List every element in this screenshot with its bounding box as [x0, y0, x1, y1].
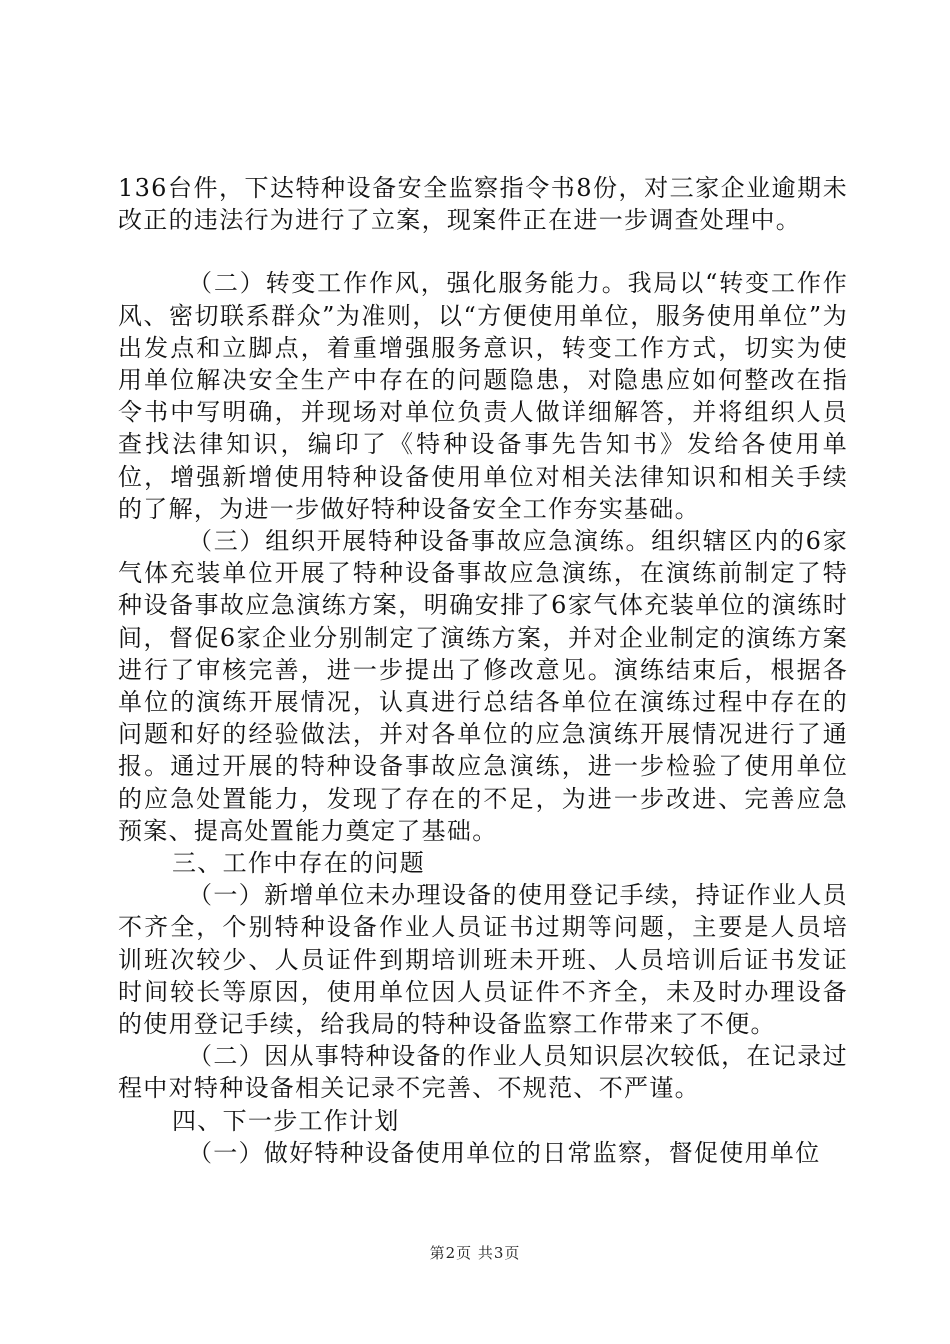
- paragraph-service-capacity: （二）转变工作作风，强化服务能力。我局以“转变工作作风、密切联系群众”为准则，以“方便使用单位，服务使用单位”为出发点和立脚点，着重增强服务意识，转变工作方式，切实为使用单位解决安全生产中存在的问题隐患，对隐患应如何整改在指令书中写明确，并现场对单位负责人做详细解答，并将组织人员查找法律知识，编印了《特种设备事先告知书》发给各使用单位，增强新增使用特种设备使用单位对相关法律知识和相关手续的了解，为进一步做好特种设备安全工作夯实基础。: [118, 269, 848, 523]
- paragraph-problem-two: （二）因从事特种设备的作业人员知识层次较低，在记录过程中对特种设备相关记录不完善、不规范、不严谨。: [118, 1042, 848, 1103]
- paragraph-problem-one: （一）新增单位未办理设备的使用登记手续，持证作业人员不齐全，个别特种设备作业人员证书过期等问题，主要是人员培训班次较少、人员证件到期培训班未开班、人员培训后证书发证时间较长等原因，使用单位因人员证件不齐全，未及时办理设备的使用登记手续，给我局的特种设备监察工作带来了不便。: [118, 881, 848, 1039]
- paragraph-plan-one: （一）做好特种设备使用单位的日常监察，督促使用单位: [188, 1138, 821, 1167]
- document-body: [118, 172, 848, 1169]
- page-number-footer: 第2页 共3页: [429, 1244, 521, 1262]
- section-heading-problems: 三、工作中存在的问题: [172, 849, 425, 878]
- section-heading-next-plan: 四、下一步工作计划: [172, 1106, 400, 1135]
- paragraph-emergency-drill: （三）组织开展特种设备事故应急演练。组织辖区内的6家气体充装单位开展了特种设备事故应急演练，在演练前制定了特种设备事故应急演练方案，明确安排了6家气体充装单位的演练时间，督促6家企业分别制定了演练方案，并对企业制定的演练方案进行了审核完善，进一步提出了修改意见。演练结束后，根据各单位的演练开展情况，认真进行总结各单位在演练过程中存在的问题和好的经验做法，并对各单位的应急演练开展情况进行了通报。通过开展的特种设备事故应急演练，进一步检验了使用单位的应急处置能力，发现了存在的不足，为进一步改进、完善应急预案、提高处置能力奠定了基础。: [118, 527, 848, 845]
- paragraph-continuation: 136台件，下达特种设备安全监察指令书8份，对三家企业逾期未改正的违法行为进行了立案，现案件正在进一步调查处理中。: [118, 174, 848, 235]
